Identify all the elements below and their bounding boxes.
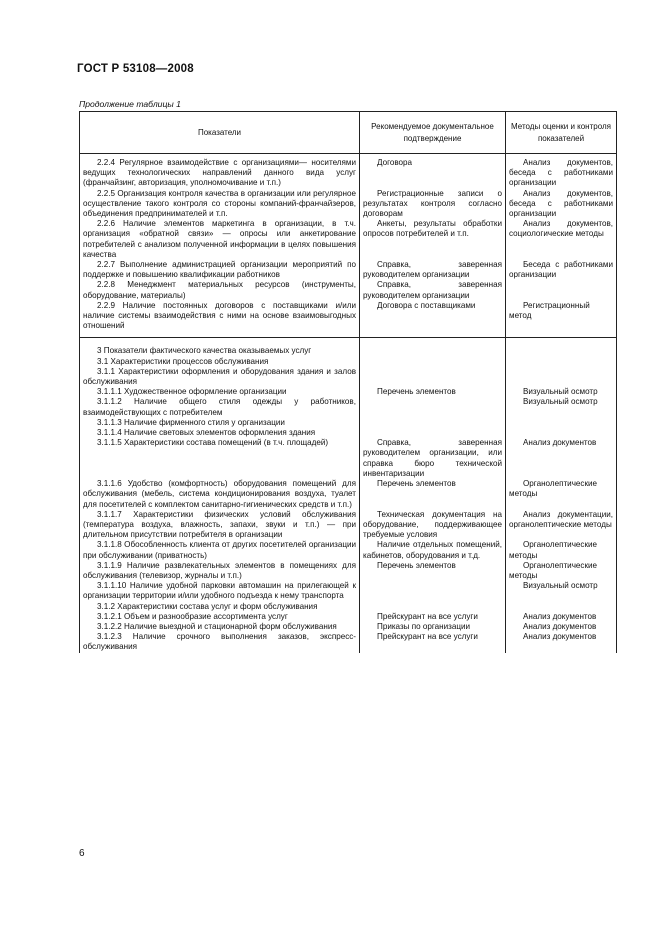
column-header-indicators: Показатели xyxy=(80,112,360,154)
table-row xyxy=(80,260,617,280)
method-cell: Анализ документов xyxy=(506,612,617,622)
table-row xyxy=(80,622,617,632)
table-row xyxy=(80,387,617,397)
method-cell: Беседа с работниками организации xyxy=(506,260,617,280)
method-cell: Анализ документов, беседа с работниками организации xyxy=(506,154,617,189)
indicator-cell: 2.2.9 Наличие постоянных договоров с поставщиками и/или наличие системы взаимодействия с ними на основе взаимовыгодных отношений xyxy=(80,301,360,332)
method-cell: Анализ документации, органолептические методы xyxy=(506,510,617,541)
method-cell: Визуальный осмотр xyxy=(506,397,617,417)
indicator-cell: 3 Показатели фактического качества оказываемых услуг xyxy=(80,342,360,356)
method-cell: Визуальный осмотр xyxy=(506,387,617,397)
method-cell: Органолептические методы xyxy=(506,479,617,510)
document-cell: Приказы по организации xyxy=(360,622,506,632)
indicator-cell: 3.1.1.4 Наличие световых элементов оформления здания xyxy=(80,428,360,438)
document-cell: Наличие отдельных помещений, кабинетов, оборудования и т.д. xyxy=(360,540,506,560)
indicator-cell: 2.2.8 Менеджмент материальных ресурсов (инструменты, оборудование, материалы) xyxy=(80,280,360,300)
table-row xyxy=(80,632,617,652)
method-cell: Анализ документов xyxy=(506,632,617,652)
indicator-cell: 3.1.1.10 Наличие удобной парковки автомашин на прилегающей к организации территории и/или удобного подъезда к нему транспорта xyxy=(80,581,360,601)
document-cell xyxy=(360,367,506,387)
document-cell xyxy=(360,357,506,367)
document-cell: Анкеты, результаты обработки опросов потребителей и т.п. xyxy=(360,219,506,260)
method-cell xyxy=(506,428,617,438)
document-cell: Договора с поставщиками xyxy=(360,301,506,332)
method-cell: Анализ документов, беседа с работниками организации xyxy=(506,189,617,220)
table-row xyxy=(80,540,617,560)
table-row xyxy=(80,280,617,300)
indicator-cell: 3.1.2.2 Наличие выездной и стационарной форм обслуживания xyxy=(80,622,360,632)
table-row xyxy=(80,397,617,417)
document-cell: Договора xyxy=(360,154,506,189)
method-cell xyxy=(506,418,617,428)
table-section-a xyxy=(80,154,617,338)
method-cell: Анализ документов xyxy=(506,438,617,479)
indicator-cell: 2.2.7 Выполнение администрацией организации мероприятий по поддержке и повышению квалификации работников xyxy=(80,260,360,280)
indicator-cell: 3.1.1.5 Характеристики состава помещений (в т.ч. площадей) xyxy=(80,438,360,479)
table-row xyxy=(80,428,617,438)
method-cell xyxy=(506,280,617,300)
indicator-cell: 3.1.1.8 Обособленность клиента от других посетителей организации при обслуживании (приватность) xyxy=(80,540,360,560)
document-cell: Прейскурант на все услуги xyxy=(360,632,506,652)
table-row xyxy=(80,510,617,541)
table-row xyxy=(80,301,617,332)
table-row xyxy=(80,479,617,510)
indicator-cell: 3.1.1.2 Наличие общего стиля одежды у работников, взаимодействующих с потребителем xyxy=(80,397,360,417)
table-row xyxy=(80,418,617,428)
method-cell: Анализ документов, социологические методы xyxy=(506,219,617,260)
document-cell: Перечень элементов xyxy=(360,479,506,510)
indicator-cell: 3.1.1.6 Удобство (комфортность) оборудования помещений для обслуживания (мебель, система кондиционирования воздуха, туалет для посетителей с комплектом санитарно-гигиенических средств и т.п.) xyxy=(80,479,360,510)
indicator-cell: 3.1.1.1 Художественное оформление организации xyxy=(80,387,360,397)
table-row xyxy=(80,154,617,189)
indicators-table xyxy=(79,111,617,653)
method-cell: Органолептические методы xyxy=(506,561,617,581)
indicator-cell: 3.1.2.1 Объем и разнообразие ассортимента услуг xyxy=(80,612,360,622)
table-row xyxy=(80,581,617,601)
table-row xyxy=(80,367,617,387)
document-cell: Регистрационные записи о результатах контроля согласно договорам xyxy=(360,189,506,220)
indicator-cell: 3.1.2.3 Наличие срочного выполнения заказов, экспресс-обслуживания xyxy=(80,632,360,652)
document-cell xyxy=(360,397,506,417)
table-row xyxy=(80,602,617,612)
table-caption: Продолжение таблицы 1 xyxy=(79,99,181,109)
document-cell xyxy=(360,428,506,438)
method-cell: Анализ документов xyxy=(506,622,617,632)
document-cell: Перечень элементов xyxy=(360,561,506,581)
table-row xyxy=(80,219,617,260)
table-row xyxy=(80,561,617,581)
page-number: 6 xyxy=(79,848,85,859)
document-cell xyxy=(360,342,506,356)
indicator-cell: 3.1.1 Характеристики оформления и оборудования здания и залов обслуживания xyxy=(80,367,360,387)
method-cell: Органолептические методы xyxy=(506,540,617,560)
method-cell xyxy=(506,602,617,612)
document-cell xyxy=(360,581,506,601)
table-row xyxy=(80,612,617,622)
indicator-cell: 3.1 Характеристики процессов обслуживания xyxy=(80,357,360,367)
table-row xyxy=(80,438,617,479)
column-header-documents: Рекомендуемое документальное подтверждение xyxy=(360,112,506,154)
indicator-cell: 3.1.1.9 Наличие развлекательных элементов в помещениях для обслуживания (телевизор, журналы и т.п.) xyxy=(80,561,360,581)
method-cell: Визуальный осмотр xyxy=(506,581,617,601)
document-cell: Справка, заверенная руководителем организации xyxy=(360,260,506,280)
method-cell xyxy=(506,342,617,356)
column-header-methods: Методы оценки и контроля показателей xyxy=(506,112,617,154)
table-header-row xyxy=(80,112,617,154)
indicator-cell: 2.2.6 Наличие элементов маркетинга в организации, в т.ч. организация «обратной связи» — опросы или анкетирование потребителей с анализом полученной информации в целях повышения качества xyxy=(80,219,360,260)
table-section-b xyxy=(80,338,617,653)
document-cell xyxy=(360,602,506,612)
indicator-cell: 3.1.2 Характеристики состава услуг и форм обслуживания xyxy=(80,602,360,612)
method-cell xyxy=(506,357,617,367)
indicator-cell: 2.2.5 Организация контроля качества в организации или регулярное осуществление такого контроля со стороны компаний-франчайзеров, объединения предпринимателей и т.п. xyxy=(80,189,360,220)
table-row xyxy=(80,342,617,356)
indicator-cell: 3.1.1.7 Характеристики физических условий обслуживания (температура воздуха, влажность, запахи, звуки и т.п.) — при длительном присутствии потребителя в организации xyxy=(80,510,360,541)
indicator-cell: 2.2.4 Регулярное взаимодействие с организациями— носителями ведущих технологических направлений данного вида услуг (франчайзинг, авторизация, уполномочивание и т.п.) xyxy=(80,154,360,189)
document-header: ГОСТ Р 53108—2008 xyxy=(77,63,194,75)
table-row xyxy=(80,189,617,220)
document-cell: Прейскурант на все услуги xyxy=(360,612,506,622)
document-cell: Перечень элементов xyxy=(360,387,506,397)
document-cell: Техническая документация на оборудование, поддерживающее требуемые условия xyxy=(360,510,506,541)
document-cell: Справка, заверенная руководителем организации, или справка бюро технической инвентаризации xyxy=(360,438,506,479)
method-cell: Регистрационный метод xyxy=(506,301,617,332)
indicator-cell: 3.1.1.3 Наличие фирменного стиля у организации xyxy=(80,418,360,428)
method-cell xyxy=(506,367,617,387)
table-row xyxy=(80,357,617,367)
document-cell: Справка, заверенная руководителем организации xyxy=(360,280,506,300)
document-cell xyxy=(360,418,506,428)
